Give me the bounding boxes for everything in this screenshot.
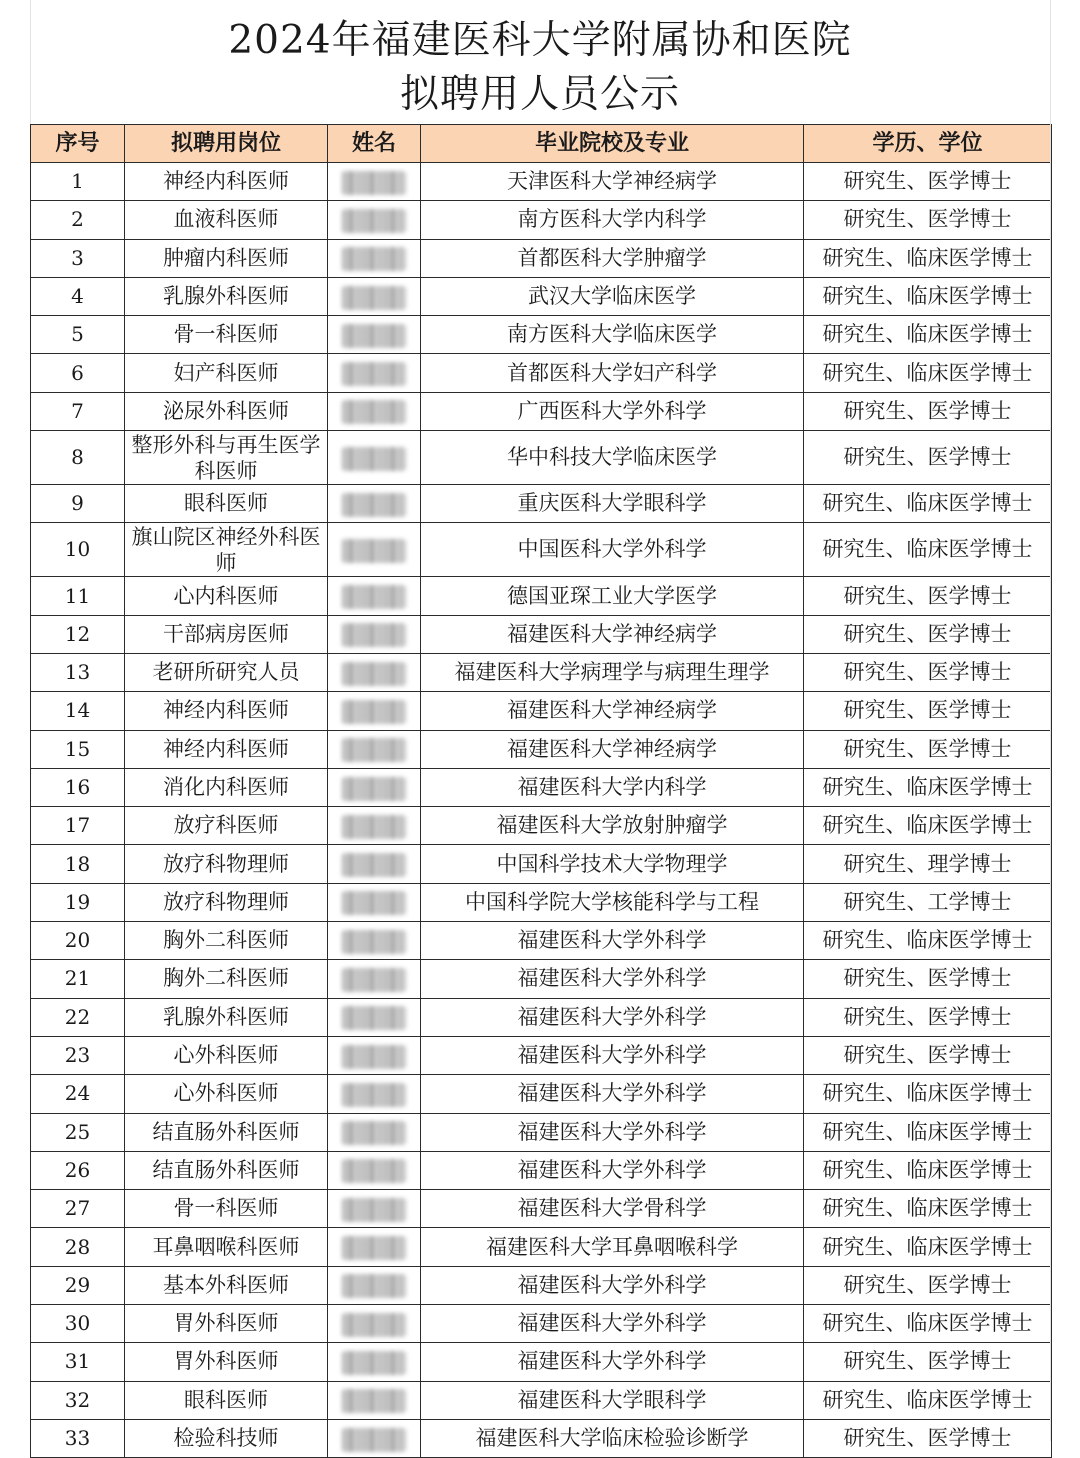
table-row [31, 523, 1052, 577]
cell-post: 乳腺外科医师 [125, 277, 328, 315]
cell-index: 12 [31, 615, 125, 653]
redacted-name-blur [342, 968, 406, 992]
cell-index: 28 [31, 1228, 125, 1266]
cell-index: 21 [31, 960, 125, 998]
cell-post: 妇产科医师 [125, 354, 328, 392]
cell-index: 11 [31, 577, 125, 615]
cell-degree: 研究生、医学博士 [804, 1266, 1052, 1304]
cell-name-redacted [328, 577, 421, 615]
cell-name-redacted [328, 354, 421, 392]
cell-index: 8 [31, 431, 125, 485]
cell-school-major: 南方医科大学临床医学 [421, 316, 804, 354]
redacted-name-blur [342, 209, 406, 233]
cell-index: 27 [31, 1190, 125, 1228]
cell-name-redacted [328, 730, 421, 768]
cell-name-redacted [328, 523, 421, 577]
header-name: 姓名 [328, 125, 421, 163]
header-degree: 学历、学位 [804, 125, 1052, 163]
cell-post: 放疗科医师 [125, 807, 328, 845]
redacted-name-blur [342, 1389, 406, 1413]
cell-name-redacted [328, 1228, 421, 1266]
cell-degree: 研究生、医学博士 [804, 730, 1052, 768]
cell-post: 整形外科与再生医学科医师 [125, 431, 328, 485]
table-row [31, 960, 1052, 998]
cell-degree: 研究生、理学博士 [804, 845, 1052, 883]
cell-post: 肿瘤内科医师 [125, 239, 328, 277]
cell-degree: 研究生、医学博士 [804, 1036, 1052, 1074]
cell-degree: 研究生、临床医学博士 [804, 807, 1052, 845]
cell-index: 33 [31, 1419, 125, 1457]
cell-index: 2 [31, 201, 125, 239]
cell-name-redacted [328, 431, 421, 485]
cell-school-major: 中国科学院大学核能科学与工程 [421, 883, 804, 921]
table-row [31, 922, 1052, 960]
table-row [31, 163, 1052, 201]
header-post: 拟聘用岗位 [125, 125, 328, 163]
cell-index: 9 [31, 485, 125, 523]
table-row [31, 615, 1052, 653]
cell-school-major: 首都医科大学妇产科学 [421, 354, 804, 392]
cell-degree: 研究生、医学博士 [804, 692, 1052, 730]
cell-index: 30 [31, 1305, 125, 1343]
cell-index: 29 [31, 1266, 125, 1304]
cell-name-redacted [328, 163, 421, 201]
document-title-line2: 拟聘用人员公示 [399, 72, 680, 117]
redacted-name-blur [342, 815, 406, 839]
candidates-table [30, 124, 1052, 1458]
redacted-name-blur [342, 493, 406, 517]
cell-index: 31 [31, 1343, 125, 1381]
cell-index: 7 [31, 392, 125, 430]
cell-post: 结直肠外科医师 [125, 1151, 328, 1189]
cell-name-redacted [328, 1113, 421, 1151]
table-row [31, 1419, 1052, 1457]
cell-post: 结直肠外科医师 [125, 1113, 328, 1151]
table-row [31, 1113, 1052, 1151]
redacted-name-blur [342, 700, 406, 724]
cell-degree: 研究生、临床医学博士 [804, 354, 1052, 392]
cell-degree: 研究生、临床医学博士 [804, 277, 1052, 315]
cell-school-major: 福建医科大学耳鼻咽喉科学 [421, 1228, 804, 1266]
redacted-name-blur [342, 1045, 406, 1069]
cell-degree: 研究生、临床医学博士 [804, 1075, 1052, 1113]
table-row [31, 485, 1052, 523]
cell-post: 检验科技师 [125, 1419, 328, 1457]
cell-post: 基本外科医师 [125, 1266, 328, 1304]
cell-degree: 研究生、临床医学博士 [804, 1190, 1052, 1228]
table-row [31, 1305, 1052, 1343]
cell-school-major: 福建医科大学外科学 [421, 1266, 804, 1304]
cell-index: 16 [31, 768, 125, 806]
table-row [31, 1036, 1052, 1074]
redacted-name-blur [342, 1006, 406, 1030]
cell-name-redacted [328, 1036, 421, 1074]
table-row [31, 239, 1052, 277]
cell-degree: 研究生、医学博士 [804, 653, 1052, 691]
cell-degree: 研究生、临床医学博士 [804, 768, 1052, 806]
redacted-name-blur [342, 1351, 406, 1375]
cell-post: 旗山院区神经外科医师 [125, 523, 328, 577]
cell-school-major: 中国医科大学外科学 [421, 523, 804, 577]
document-sheet [30, 0, 1050, 1451]
table-row [31, 807, 1052, 845]
cell-school-major: 福建医科大学放射肿瘤学 [421, 807, 804, 845]
cell-post: 干部病房医师 [125, 615, 328, 653]
cell-index: 19 [31, 883, 125, 921]
cell-post: 血液科医师 [125, 201, 328, 239]
table-row [31, 730, 1052, 768]
cell-name-redacted [328, 1343, 421, 1381]
cell-school-major: 重庆医科大学眼科学 [421, 485, 804, 523]
cell-degree: 研究生、医学博士 [804, 577, 1052, 615]
cell-index: 10 [31, 523, 125, 577]
cell-degree: 研究生、临床医学博士 [804, 1381, 1052, 1419]
cell-school-major: 福建医科大学外科学 [421, 960, 804, 998]
cell-degree: 研究生、临床医学博士 [804, 1228, 1052, 1266]
cell-degree: 研究生、医学博士 [804, 615, 1052, 653]
table-row [31, 845, 1052, 883]
cell-name-redacted [328, 1151, 421, 1189]
redacted-name-blur [342, 539, 406, 563]
redacted-name-blur [342, 324, 406, 348]
table-row [31, 201, 1052, 239]
cell-degree: 研究生、临床医学博士 [804, 523, 1052, 577]
redacted-name-blur [342, 1198, 406, 1222]
redacted-name-blur [342, 1121, 406, 1145]
redacted-name-blur [342, 623, 406, 647]
cell-name-redacted [328, 768, 421, 806]
redacted-name-blur [342, 400, 406, 424]
table-row [31, 316, 1052, 354]
redacted-name-blur [342, 1159, 406, 1183]
redacted-name-blur [342, 891, 406, 915]
table-row [31, 998, 1052, 1036]
cell-school-major: 中国科学技术大学物理学 [421, 845, 804, 883]
table-row [31, 1266, 1052, 1304]
table-row [31, 1151, 1052, 1189]
header-school-major: 毕业院校及专业 [421, 125, 804, 163]
cell-post: 骨一科医师 [125, 1190, 328, 1228]
cell-school-major: 福建医科大学外科学 [421, 1036, 804, 1074]
cell-index: 1 [31, 163, 125, 201]
cell-post: 神经内科医师 [125, 163, 328, 201]
cell-school-major: 福建医科大学病理学与病理生理学 [421, 653, 804, 691]
redacted-name-blur [342, 662, 406, 686]
table-row [31, 1228, 1052, 1266]
cell-name-redacted [328, 277, 421, 315]
redacted-name-blur [342, 362, 406, 386]
table-row [31, 431, 1052, 485]
cell-school-major: 福建医科大学临床检验诊断学 [421, 1419, 804, 1457]
cell-name-redacted [328, 615, 421, 653]
cell-degree: 研究生、医学博士 [804, 163, 1052, 201]
cell-school-major: 福建医科大学骨科学 [421, 1190, 804, 1228]
table-row [31, 1190, 1052, 1228]
cell-school-major: 首都医科大学肿瘤学 [421, 239, 804, 277]
cell-index: 18 [31, 845, 125, 883]
redacted-name-blur [342, 286, 406, 310]
cell-school-major: 福建医科大学神经病学 [421, 615, 804, 653]
cell-index: 5 [31, 316, 125, 354]
cell-index: 4 [31, 277, 125, 315]
redacted-name-blur [342, 171, 406, 195]
cell-post: 心内科医师 [125, 577, 328, 615]
redacted-name-blur [342, 585, 406, 609]
cell-post: 心外科医师 [125, 1075, 328, 1113]
table-row [31, 1075, 1052, 1113]
redacted-name-blur [342, 1083, 406, 1107]
redacted-name-blur [342, 247, 406, 271]
redacted-name-blur [342, 738, 406, 762]
cell-post: 神经内科医师 [125, 692, 328, 730]
redacted-name-blur [342, 447, 406, 471]
cell-degree: 研究生、临床医学博士 [804, 922, 1052, 960]
redacted-name-blur [342, 777, 406, 801]
cell-name-redacted [328, 1075, 421, 1113]
cell-post: 乳腺外科医师 [125, 998, 328, 1036]
cell-degree: 研究生、医学博士 [804, 998, 1052, 1036]
table-body [31, 163, 1052, 1458]
cell-school-major: 福建医科大学神经病学 [421, 730, 804, 768]
table-row [31, 1381, 1052, 1419]
cell-degree: 研究生、医学博士 [804, 392, 1052, 430]
table-row [31, 883, 1052, 921]
cell-name-redacted [328, 960, 421, 998]
cell-name-redacted [328, 485, 421, 523]
cell-post: 放疗科物理师 [125, 883, 328, 921]
cell-degree: 研究生、医学博士 [804, 431, 1052, 485]
cell-school-major: 天津医科大学神经病学 [421, 163, 804, 201]
cell-name-redacted [328, 807, 421, 845]
cell-post: 泌尿外科医师 [125, 392, 328, 430]
redacted-name-blur [342, 1428, 406, 1452]
cell-school-major: 福建医科大学神经病学 [421, 692, 804, 730]
cell-name-redacted [328, 692, 421, 730]
cell-index: 14 [31, 692, 125, 730]
cell-degree: 研究生、医学博士 [804, 201, 1052, 239]
cell-name-redacted [328, 883, 421, 921]
cell-name-redacted [328, 201, 421, 239]
cell-name-redacted [328, 1305, 421, 1343]
cell-name-redacted [328, 998, 421, 1036]
cell-name-redacted [328, 316, 421, 354]
cell-school-major: 武汉大学临床医学 [421, 277, 804, 315]
cell-post: 胸外二科医师 [125, 960, 328, 998]
cell-post: 骨一科医师 [125, 316, 328, 354]
cell-index: 17 [31, 807, 125, 845]
redacted-name-blur [342, 853, 406, 877]
cell-index: 32 [31, 1381, 125, 1419]
cell-school-major: 福建医科大学眼科学 [421, 1381, 804, 1419]
cell-post: 心外科医师 [125, 1036, 328, 1074]
cell-name-redacted [328, 1266, 421, 1304]
cell-school-major: 德国亚琛工业大学医学 [421, 577, 804, 615]
cell-school-major: 福建医科大学外科学 [421, 922, 804, 960]
cell-school-major: 广西医科大学外科学 [421, 392, 804, 430]
cell-school-major: 福建医科大学外科学 [421, 1305, 804, 1343]
cell-post: 消化内科医师 [125, 768, 328, 806]
cell-degree: 研究生、临床医学博士 [804, 1151, 1052, 1189]
cell-degree: 研究生、临床医学博士 [804, 1305, 1052, 1343]
cell-index: 24 [31, 1075, 125, 1113]
cell-post: 胃外科医师 [125, 1343, 328, 1381]
cell-degree: 研究生、临床医学博士 [804, 485, 1052, 523]
document-title-line1: 2024年福建医科大学附属协和医院 [228, 18, 852, 63]
redacted-name-blur [342, 1313, 406, 1337]
table-row [31, 577, 1052, 615]
cell-index: 25 [31, 1113, 125, 1151]
table-row [31, 1343, 1052, 1381]
table-row [31, 392, 1052, 430]
cell-name-redacted [328, 1190, 421, 1228]
cell-school-major: 福建医科大学外科学 [421, 1113, 804, 1151]
cell-degree: 研究生、临床医学博士 [804, 1113, 1052, 1151]
cell-post: 胃外科医师 [125, 1305, 328, 1343]
cell-name-redacted [328, 653, 421, 691]
cell-index: 13 [31, 653, 125, 691]
cell-name-redacted [328, 1381, 421, 1419]
cell-name-redacted [328, 392, 421, 430]
cell-degree: 研究生、医学博士 [804, 960, 1052, 998]
cell-school-major: 福建医科大学外科学 [421, 1151, 804, 1189]
cell-index: 26 [31, 1151, 125, 1189]
cell-school-major: 南方医科大学内科学 [421, 201, 804, 239]
cell-index: 20 [31, 922, 125, 960]
table-row [31, 277, 1052, 315]
header-index: 序号 [31, 125, 125, 163]
cell-post: 胸外二科医师 [125, 922, 328, 960]
redacted-name-blur [342, 1274, 406, 1298]
table-row [31, 768, 1052, 806]
cell-school-major: 福建医科大学外科学 [421, 1075, 804, 1113]
cell-index: 22 [31, 998, 125, 1036]
table-row [31, 692, 1052, 730]
cell-degree: 研究生、工学博士 [804, 883, 1052, 921]
cell-post: 神经内科医师 [125, 730, 328, 768]
cell-post: 眼科医师 [125, 485, 328, 523]
cell-index: 6 [31, 354, 125, 392]
table-row [31, 354, 1052, 392]
cell-index: 3 [31, 239, 125, 277]
cell-school-major: 福建医科大学外科学 [421, 998, 804, 1036]
redacted-name-blur [342, 1236, 406, 1260]
cell-name-redacted [328, 845, 421, 883]
table-row [31, 653, 1052, 691]
redacted-name-blur [342, 930, 406, 954]
cell-index: 23 [31, 1036, 125, 1074]
cell-index: 15 [31, 730, 125, 768]
cell-degree: 研究生、医学博士 [804, 1419, 1052, 1457]
cell-name-redacted [328, 239, 421, 277]
cell-post: 耳鼻咽喉科医师 [125, 1228, 328, 1266]
cell-post: 放疗科物理师 [125, 845, 328, 883]
cell-degree: 研究生、临床医学博士 [804, 239, 1052, 277]
cell-school-major: 华中科技大学临床医学 [421, 431, 804, 485]
cell-post: 眼科医师 [125, 1381, 328, 1419]
table-header-row [31, 125, 1052, 163]
cell-degree: 研究生、医学博士 [804, 1343, 1052, 1381]
cell-name-redacted [328, 922, 421, 960]
cell-school-major: 福建医科大学外科学 [421, 1343, 804, 1381]
cell-post: 老研所研究人员 [125, 653, 328, 691]
cell-name-redacted [328, 1419, 421, 1457]
cell-school-major: 福建医科大学内科学 [421, 768, 804, 806]
cell-degree: 研究生、临床医学博士 [804, 316, 1052, 354]
